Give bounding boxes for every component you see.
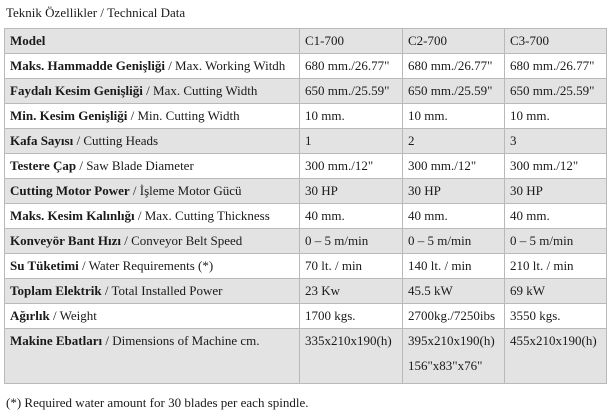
spec-value: 45.5 kW — [403, 279, 505, 304]
page-title: Teknik Özellikler / Technical Data — [6, 5, 186, 20]
spec-value: 2 — [403, 129, 505, 154]
table-row — [5, 104, 607, 129]
spec-label-english: / Dimensions of Machine cm. — [102, 333, 260, 348]
spec-value: 3 — [505, 129, 607, 154]
spec-label-turkish: Cutting Motor Power — [10, 183, 130, 198]
spec-value — [505, 329, 607, 384]
spec-label-english: / Max. Cutting Thickness — [134, 208, 270, 223]
spec-label-turkish: Faydalı Kesim Genişliği — [10, 83, 143, 98]
spec-label-english: / Min. Cutting Width — [127, 108, 240, 123]
spec-label-turkish: Ağırlık — [10, 308, 50, 323]
spec-value: 1700 kgs. — [300, 304, 403, 329]
spec-label — [5, 54, 300, 79]
spec-label — [5, 129, 300, 154]
table-body — [5, 54, 607, 384]
spec-value: 300 mm./12" — [300, 154, 403, 179]
spec-label-english: / Cutting Heads — [73, 133, 159, 148]
spec-value: 3550 kgs. — [505, 304, 607, 329]
spec-label-english: / Weight — [49, 308, 97, 323]
spec-label — [5, 154, 300, 179]
spec-value: 40 mm. — [300, 204, 403, 229]
spec-label-english: / Total Installed Power — [101, 283, 223, 298]
spec-label-turkish: Su Tüketimi — [10, 258, 79, 273]
spec-label-english: / Max. Working Witdh — [164, 58, 286, 73]
spec-label-english: / Water Requirements (*) — [78, 258, 214, 273]
table-row — [5, 179, 607, 204]
spec-value: 680 mm./26.77" — [505, 54, 607, 79]
table-row — [5, 154, 607, 179]
spec-value-imperial: 156"x83"x76" — [408, 358, 483, 373]
table-header-row — [5, 29, 607, 54]
spec-label — [5, 254, 300, 279]
spec-value: 680 mm./26.77" — [403, 54, 505, 79]
column-header-c1: C1-700 — [300, 29, 403, 54]
spec-label-turkish: Kafa Sayısı — [10, 133, 74, 148]
spec-label-english: / İşleme Motor Gücü — [129, 183, 242, 198]
spec-value: 650 mm./25.59" — [300, 79, 403, 104]
spec-value: 1 — [300, 129, 403, 154]
table-row — [5, 304, 607, 329]
column-header-model: Model — [5, 29, 300, 54]
spec-value: 0 – 5 m/min — [403, 229, 505, 254]
spec-label — [5, 79, 300, 104]
table-row — [5, 79, 607, 104]
spec-value: 10 mm. — [300, 104, 403, 129]
spec-value-line: 455x210x190(h) — [510, 333, 597, 348]
spec-value: 0 – 5 m/min — [300, 229, 403, 254]
spec-value: 10 mm. — [403, 104, 505, 129]
spec-label — [5, 179, 300, 204]
spec-value: 10 mm. — [505, 104, 607, 129]
table-row — [5, 279, 607, 304]
technical-data-table — [4, 28, 607, 384]
spec-value: 680 mm./26.77" — [300, 54, 403, 79]
spec-label — [5, 204, 300, 229]
table-row — [5, 54, 607, 79]
spec-value-line: 335x210x190(h) — [305, 333, 392, 348]
spec-label — [5, 229, 300, 254]
spec-value: 650 mm./25.59" — [505, 79, 607, 104]
column-header-c2: C2-700 — [403, 29, 505, 54]
spec-label-turkish: Toplam Elektrik — [10, 283, 102, 298]
table-row — [5, 129, 607, 154]
spec-label-turkish: Makine Ebatları — [10, 333, 103, 348]
spec-value: 210 lt. / min — [505, 254, 607, 279]
table-row — [5, 329, 607, 384]
spec-value: 300 mm./12" — [505, 154, 607, 179]
spec-value: 23 Kw — [300, 279, 403, 304]
spec-label — [5, 329, 300, 384]
spec-label-turkish: Maks. Kesim Kalınlığı — [10, 208, 135, 223]
table-row — [5, 229, 607, 254]
spec-label-english: / Max. Cutting Width — [142, 83, 258, 98]
spec-label-english: / Conveyor Belt Speed — [120, 233, 243, 248]
spec-value: 30 HP — [300, 179, 403, 204]
spec-value: 650 mm./25.59" — [403, 79, 505, 104]
spec-value: 140 lt. / min — [403, 254, 505, 279]
spec-value: 69 kW — [505, 279, 607, 304]
spec-value: 40 mm. — [505, 204, 607, 229]
spec-value: 30 HP — [403, 179, 505, 204]
spec-value: 300 mm./12" — [403, 154, 505, 179]
spec-value: 70 lt. / min — [300, 254, 403, 279]
spec-value: 2700kg./7250ibs — [403, 304, 505, 329]
spec-value: 40 mm. — [403, 204, 505, 229]
spec-label-turkish: Maks. Hammadde Genişliği — [10, 58, 165, 73]
spec-label-turkish: Konveyör Bant Hızı — [10, 233, 121, 248]
spec-value-line: 395x210x190(h) — [408, 333, 495, 348]
spec-label — [5, 104, 300, 129]
table-row — [5, 254, 607, 279]
column-header-c3: C3-700 — [505, 29, 607, 54]
spec-label-turkish: Min. Kesim Genişliği — [10, 108, 128, 123]
spec-label-turkish: Testere Çap — [10, 158, 77, 173]
table-row — [5, 204, 607, 229]
spec-value: 30 HP — [505, 179, 607, 204]
spec-label — [5, 304, 300, 329]
spec-label-english: / Saw Blade Diameter — [76, 158, 194, 173]
spec-value: 0 – 5 m/min — [505, 229, 607, 254]
footnote: (*) Required water amount for 30 blades per each spindle. — [6, 395, 309, 410]
spec-value — [300, 329, 403, 384]
spec-label — [5, 279, 300, 304]
spec-value — [403, 329, 505, 384]
